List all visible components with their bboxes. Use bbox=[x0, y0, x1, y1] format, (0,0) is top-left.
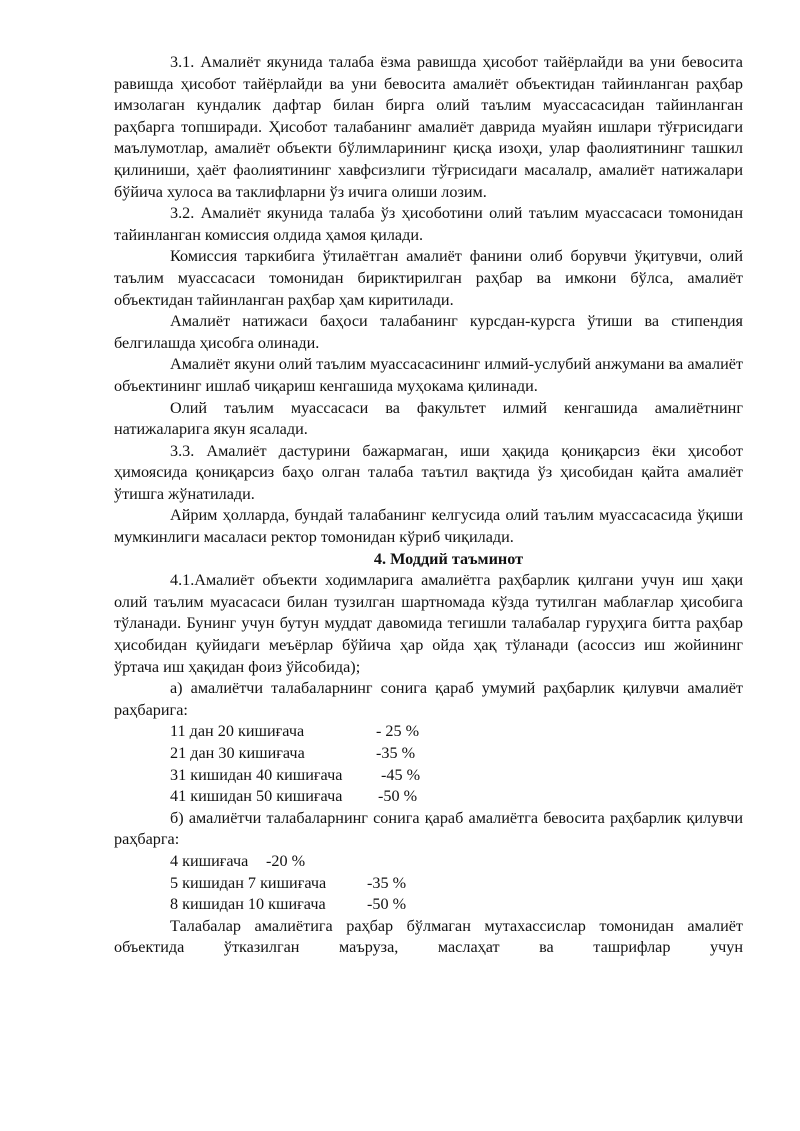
paragraph-commission: Комиссия таркибига ўтилаётган амалиёт фанини олиб борувчи ўқитувчи, олий таълим муассасаси томонидан бириктирилган раҳбар ва имкони бўлса, амалиёт объектидан тайинланган раҳбар ҳам киритилади. bbox=[114, 247, 743, 309]
paragraph-3-3: 3.3. Амалиёт дастурини бажармаган, иши ҳақида қониқарсиз ёки ҳисобот ҳимоясида қониқарсиз баҳо олган талаба таътил вақтида ўз ҳисобидан қайта амалиёт ўтишга жўнатилади. bbox=[114, 441, 743, 503]
paragraph-4-1: 4.1.Амалиёт объекти ходимларига амалиётга раҳбарлик қилгани учун иш ҳақи олий таълим муасасаси билан тузилган шартномада кўзда тутилган маблағлар ҳисобига тўланади. Бунинг учун бутун муддат давомида тегишли талабалар гуруҳига битта раҳбар ҳисобидан қуйидаги меъёрлар бўйича ҳар ойда ҳақ тўланади (асоссиз иш жойининг ўртача иш ҳақидан фоиз ўйсобида); bbox=[114, 571, 743, 676]
paragraph-last: Талабалар амалиётига раҳбар бўлмаган мутахассислар томонидан амалиёт объектида ўтказилган маъруза, маслаҳат ва ташрифлар учун bbox=[114, 916, 743, 957]
list-item-range: 11 дан 20 кишиғача bbox=[170, 722, 305, 741]
list-item-range: 31 кишидан 40 кишиғача bbox=[170, 765, 343, 784]
list-b bbox=[114, 851, 743, 916]
paragraph-a: а) амалиётчи талабаларнинг сонига қараб умумий раҳбарлик қилувчи амалиёт раҳбарига: bbox=[114, 679, 743, 719]
list-item bbox=[114, 743, 743, 765]
paragraph-final: Амалиёт якуни олий таълим муассасасининг илмий-услубий анжумани ва амалиёт объектининг ишлаб чиқариш кенгашида муҳокама қилинади. bbox=[114, 355, 743, 395]
list-item-percent: - 25 % bbox=[376, 722, 420, 741]
list-item-range: 41 кишидан 50 кишиғача bbox=[170, 787, 343, 806]
list-a bbox=[114, 721, 743, 807]
list-item bbox=[114, 894, 743, 916]
list-item bbox=[114, 765, 743, 787]
list-item-range: 8 кишидан 10 кшиғача bbox=[170, 895, 326, 914]
list-item-range: 5 кишидан 7 кишиғача bbox=[170, 873, 327, 892]
list-item-range: 4 кишиғача bbox=[170, 851, 249, 870]
list-item-percent: -50 % bbox=[378, 787, 418, 806]
list-item bbox=[114, 786, 743, 808]
list-item bbox=[114, 873, 743, 895]
paragraph-results: Амалиёт натижаси баҳоси талабанинг курсдан-курсга ўтиши ва стипендия белгилашда ҳисобга олинади. bbox=[114, 312, 743, 352]
paragraph-3-1: 3.1. Амалиёт якунида талаба ёзма равишда ҳисобот тайёрлайди ва уни бевосита равишда ҳисобот тайёрлайди ва уни бевосита амалиёт объектидан тайинланган раҳбар имзолаган кундалик дафтар билан бирга олий таълим муассасасидан тайинланган раҳбарга топширади. Ҳисобот талабанинг амалиёт даврида муайян ишлари тўғрисидаги маълумотлар, амалиёт объекти бўлимларининг қисқа изоҳи, улар фаолиятининг ташкил қилиниши, ҳаёт фаолиятининг хавфсизлиги тўғрисидаги масалалр, амалиёт натижалари бўйича хулоса ва таклифларни ўз ичига олиши лозим. bbox=[114, 53, 743, 201]
paragraph-council: Олий таълим муассасаси ва факультет илмий кенгашида амалиётнинг натижаларига якун ясалади. bbox=[114, 398, 743, 439]
list-item bbox=[114, 721, 743, 743]
paragraph-b: б) амалиётчи талабаларнинг сонига қараб амалиётга бевосита раҳбарлик қилувчи раҳбарга: bbox=[114, 808, 743, 849]
section-heading: 4. Моддий таъминот bbox=[373, 549, 524, 568]
list-item-percent: -20 % bbox=[266, 851, 306, 870]
list-item-percent: -35 % bbox=[367, 873, 407, 892]
list-item-percent: -45 % bbox=[381, 765, 421, 784]
list-item-percent: -35 % bbox=[376, 744, 416, 762]
document-page bbox=[114, 52, 743, 959]
paragraph-3-2: 3.2. Амалиёт якунида талаба ўз ҳисоботини олий таълим муассасаси томонидан тайинланган комиссия олдида ҳамоя қилади. bbox=[114, 204, 743, 244]
paragraph-rector: Айрим ҳолларда, бундай талабанинг келгусида олий таълим муассасасида ўқиши мумкинлиги масаласи ректор томонидан кўриб чиқилади. bbox=[114, 506, 743, 547]
list-item-percent: -50 % bbox=[367, 895, 407, 914]
list-item-range: 21 дан 30 кишиғача bbox=[170, 744, 305, 762]
list-item bbox=[114, 851, 743, 873]
